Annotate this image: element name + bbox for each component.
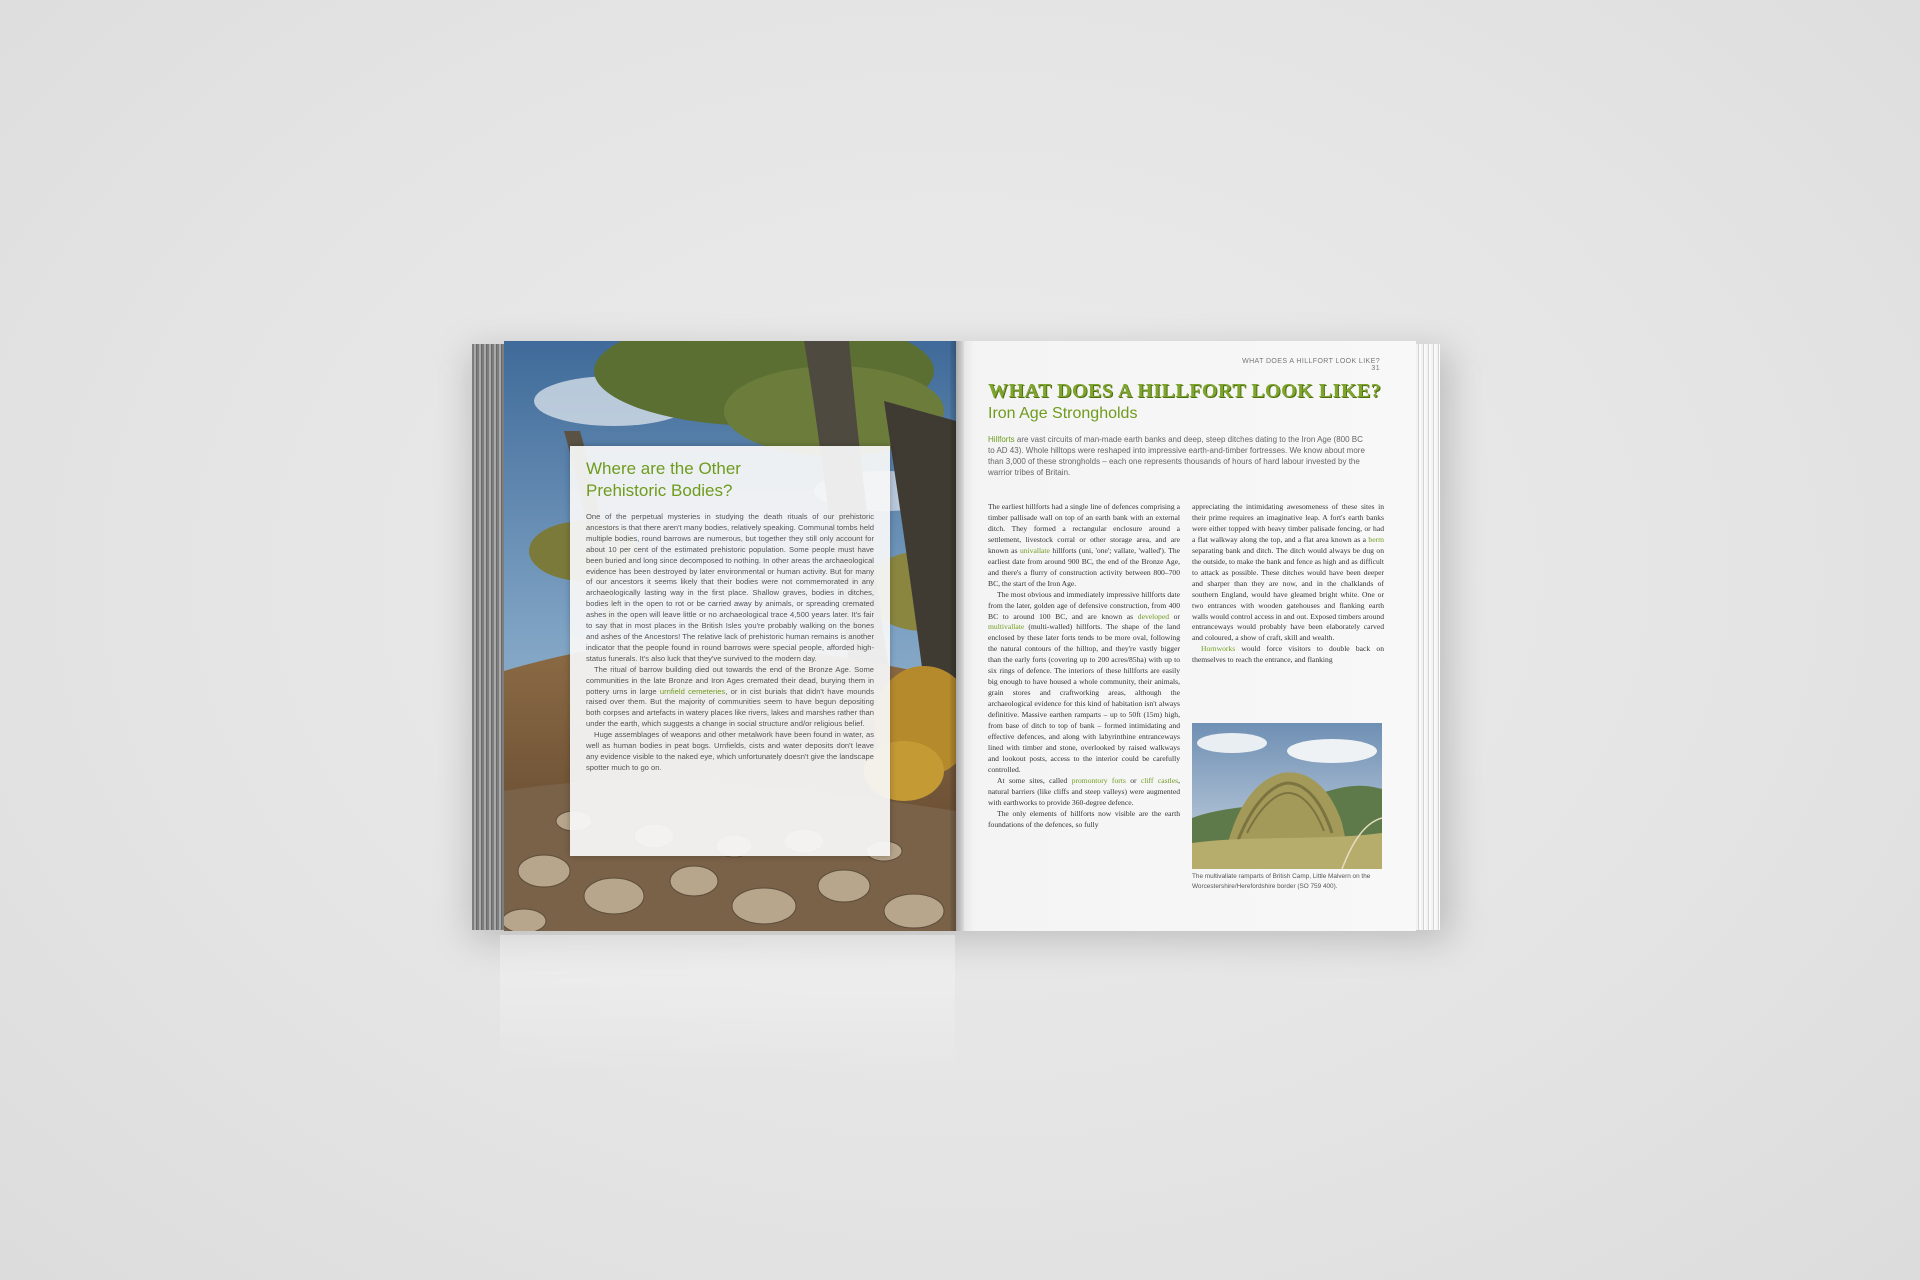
sidebar-paragraph: One of the perpetual mysteries in studying the death rituals of our prehistoric ancestors is that there aren't many bodies, relatively speaking. Communal tombs held multiple bodies, round barrows are numerous, but together they still only account for about 10 per cent of the estimated prehistoric population. Some people must have been buried and long since decomposed to nothing. In other areas the archaeological evidence has been destroyed by later environmental or human activity. But for many of our ancestors it seems likely that their bodies were not commemorated in any archaeologically lasting way in the first place. Shallow graves, bodies in ditches, bodies left in the open to rot or be carried away by animals, or spreading cremated ashes in the open will leave little or no archaeological trace 4,500 years later. It's fair to say that in most places in the British Isles you're probably walking on the bones and ashes of the Ancestors! The relative lack of prehistoric human remains is another indicator that the people found in round barrows were special people, afforded high-status funerals. It's also luck that they've survived to the modern day. <box>586 512 874 663</box>
body-text: would force visitors to double back on themselves to reach the entrance, and flanking <box>1192 644 1384 665</box>
body-paragraph <box>1192 644 1384 666</box>
body-text: appreciating the intimidating awesomeness of these sites in their prime requires an imaginative leap. A fort's earth banks were either topped with heavy timber palisade fencing, or had a flat walkway along the top, and a flat area known as a <box>1192 502 1384 544</box>
term-developed: developed <box>1137 611 1169 621</box>
intro-text: are vast circuits of man-made earth banks and deep, steep ditches dating to the Iron Age (800 BC to AD 43). Whole hilltops were reshaped into impressive earth-and-timber fortresses. We know about more than 3,000 of these strongholds – each one represents thousands of hours of hard labour invested by the warrior tribes of Britain. <box>988 435 1365 477</box>
body-text: (multi-walled) hillforts. The shape of the land enclosed by these later forts tends to be more oval, following the natural contours of the hilltop, and they're vastly bigger than the early forts (covering up to 200 acres/85ha) with up to six rings of defence. The interiors of these hillforts are easily big enough to have housed a whole community, their animals, grain stores and craftworking areas, although the archaeological evidence for this kind of habitation isn't always definitive. Massive earthen ramparts – up to 50ft (15m) high, from base of ditch to top of bank – formed intimidating and effective defences, and along with labyrinthine entranceways lined with timber and stone, overlooked by raised walkways and lookout posts, access to the interior could be carefully controlled. <box>988 622 1180 774</box>
body-text: or <box>1125 775 1141 785</box>
body-paragraph: The only elements of hillforts now visible are the earth foundations of the defences, so fully <box>988 808 1180 829</box>
body-paragraph <box>988 502 1180 590</box>
sidebar-text: , or in cist burials that didn't have mounds raised over them. But the majority of communities seem to have begun depositing both corpses and artefacts in watery places like rivers, lakes and marshes rather than under the earth, which suggests a change in social structure and/or religious belief. <box>586 686 875 729</box>
book-gutter <box>950 341 964 931</box>
body-paragraph <box>1192 502 1384 644</box>
page-subtitle: Iron Age Strongholds <box>988 405 1138 422</box>
british-camp-image <box>1192 723 1382 869</box>
sidebar-title-line1: Where are the Other <box>586 459 741 478</box>
body-text: separating bank and ditch. The ditch would always be dug on the outside, to make the bank and fence as high and as difficult to attack as possible. These ditches would have been deeper and sharper than they are now, and in the chalklands of southern England, would have gleamed bright white. One or two entrances with wooden gatehouses and flanking earth walls would control access in and out. Exposed timbers around entranceways would probably have been elaborately carved and coloured, a show of craft, skill and wealth. <box>1192 545 1384 643</box>
term-berm: berm <box>1368 534 1384 544</box>
hillfort-photo <box>1192 723 1382 869</box>
sidebar-text: The ritual of barrow building died out towards the end of the Bronze Age. Some communities in the late Bronze and Iron Ages cremated their dead, burying them in pottery urns in large <box>586 664 874 696</box>
photo-caption: The multivallate ramparts of British Camp, Little Malvern on the Worcestershire/Herefordshire border (SO 759 400). <box>1192 873 1371 890</box>
intro-paragraph <box>988 434 1366 478</box>
term-multivallate: multivallate <box>988 622 1025 632</box>
sidebar-body <box>586 512 874 774</box>
term-univallate: univallate <box>1019 545 1050 555</box>
body-paragraph <box>988 776 1180 809</box>
sidebar-title <box>586 458 874 502</box>
page-title: WHAT DOES A HILLFORT LOOK LIKE? <box>988 380 1382 402</box>
right-page-edges <box>1416 344 1440 930</box>
sidebar-box <box>570 446 890 856</box>
body-text: At some sites, called <box>997 775 1072 785</box>
body-text: hillforts (uni, 'one'; vallate, 'walled'). The earliest date from around 900 BC, the end of the Bronze Age, and there's a flurry of construction activity between 800–700 BC, the start of the Iron Age. <box>988 545 1181 588</box>
sidebar-paragraph: Huge assemblages of weapons and other metalwork have been found in water, as well as human bodies in peat bogs. Urnfields, cists and water deposits don't leave any evidence visible to the naked eye, which unfortunately doesn't give the landscape spotter much to go on. <box>586 730 874 772</box>
left-page-edges <box>472 344 506 930</box>
page-number: 31 <box>1371 365 1380 372</box>
body-column-left <box>988 502 1180 894</box>
body-column-right <box>1192 502 1384 702</box>
term-hornworks: Hornworks <box>1201 644 1236 654</box>
book-reflection <box>500 935 955 1075</box>
sidebar-paragraph <box>586 665 874 730</box>
term-hillforts: Hillforts <box>988 435 1015 444</box>
term-urnfield-cemeteries: urnfield cemeteries <box>659 686 726 696</box>
body-text: or <box>1169 611 1180 621</box>
term-cliff-castles: cliff castles <box>1140 775 1179 785</box>
body-text: The most obvious and immediately impressive hillforts date from the later, golden age of defensive construction, from 400 BC to around 100 BC, and are known as <box>988 589 1180 621</box>
body-paragraph <box>988 590 1180 776</box>
running-head-title: WHAT DOES A HILLFORT LOOK LIKE? <box>1242 358 1380 365</box>
body-text: The earliest hillforts had a single line of defences comprising a timber pallisade wall on top of an earth bank with an external ditch. They formed a rectangular enclosure around a settlement, livestock corral or other storage area, and are known as <box>988 502 1180 555</box>
term-promontory-forts: promontory forts <box>1071 775 1126 785</box>
body-text: , natural barriers (like cliffs and steep valleys) were augmented with earthworks to provide 360-degree defence. <box>988 775 1180 807</box>
sidebar-title-line2: Prehistoric Bodies? <box>586 481 733 500</box>
running-head <box>1230 358 1380 372</box>
